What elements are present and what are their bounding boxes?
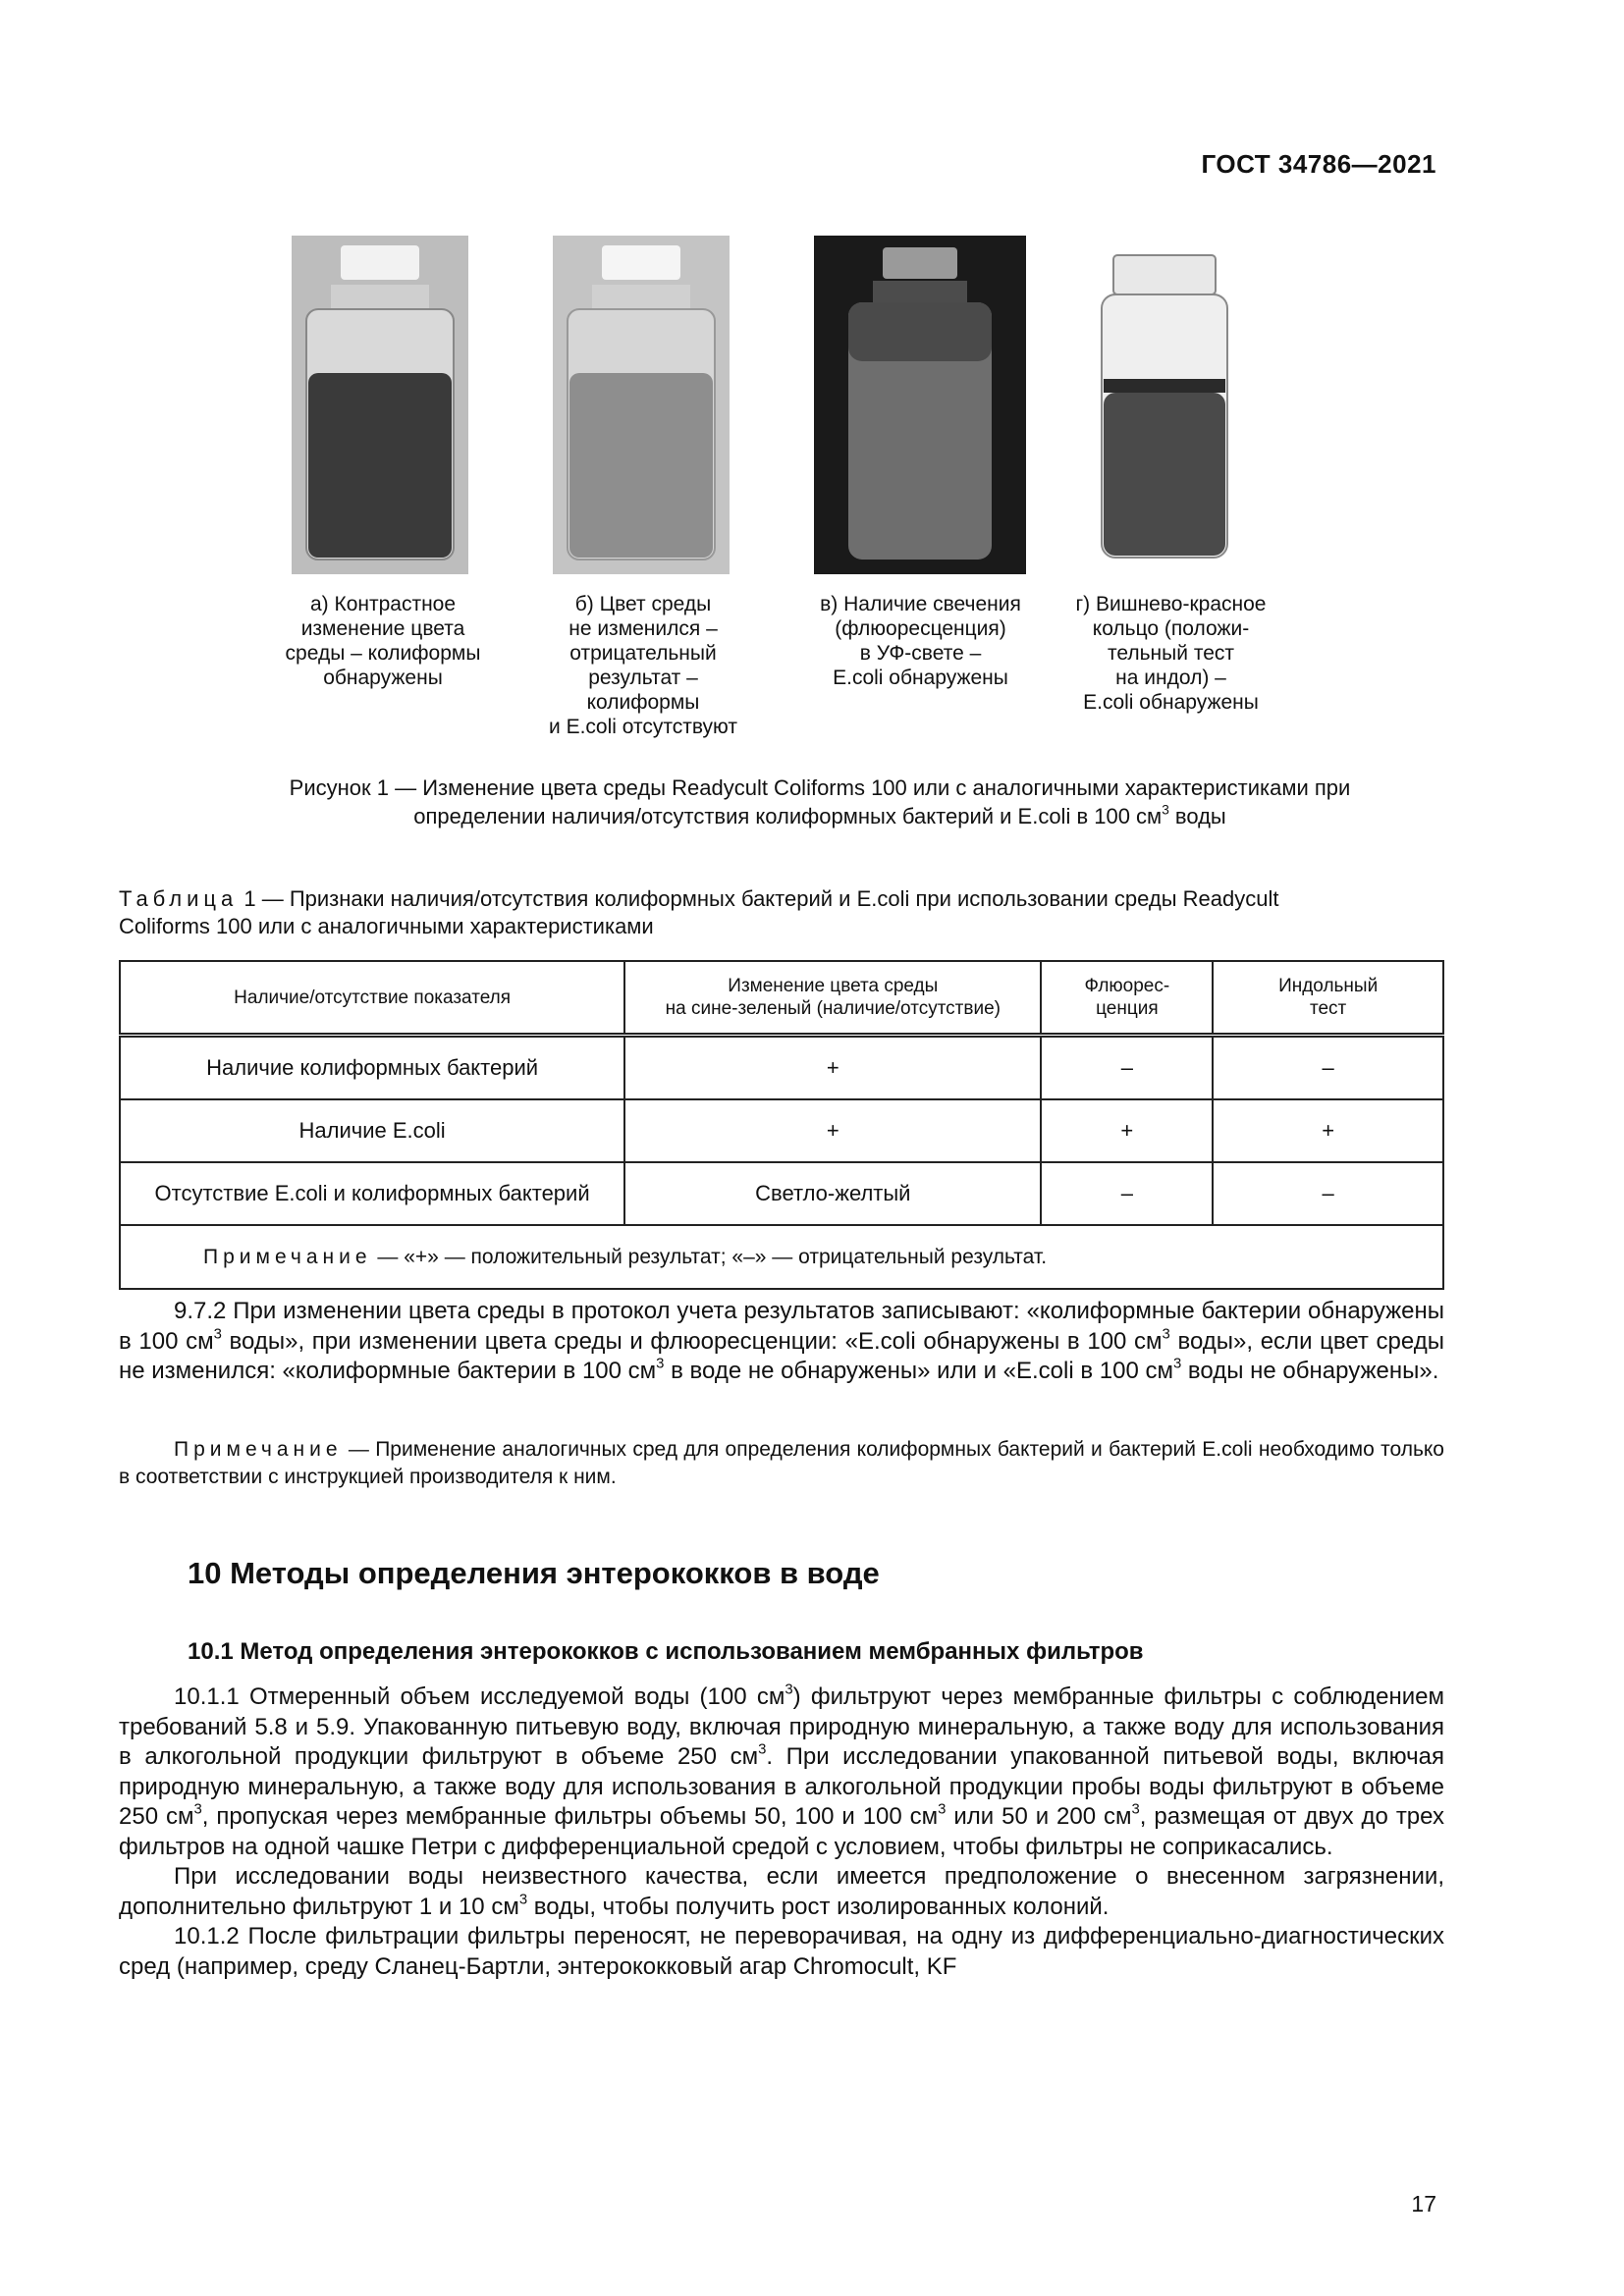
figure-title: Рисунок 1 — Изменение цвета среды Readycult Coliforms 100 или с аналогичными характеристиками при определении наличия/отсутствия колиформных бактерий и E.coli в 100 $см^3$ воды <box>289 775 1351 828</box>
col-header-indole: Индольный тест <box>1213 961 1443 1036</box>
col-header-fluorescence: Флюорес- ценция <box>1041 961 1213 1036</box>
standard-number: ГОСТ 34786—2021 <box>1201 149 1436 179</box>
table-row: Наличие колиформных бактерий + – – <box>120 1036 1443 1100</box>
caption-b: б) Цвет среды не изменился – отрицательный результат – колиформы и E.coli отсутствуют <box>549 593 737 738</box>
table-title: Таблица 1 — Признаки наличия/отсутствия колиформных бактерий и E.coli при использовании среды Readycult Coliforms 100 или с аналогичными характеристиками <box>119 886 1279 938</box>
photo-jar-unchanged <box>553 236 730 574</box>
medium-indole <box>1104 393 1225 556</box>
page-number: 17 <box>1411 2191 1436 2216</box>
medium-light <box>569 373 713 558</box>
table-note: Примечание — «+» — положительный результат; «–» — отрицательный результат. <box>120 1225 1443 1289</box>
paragraph-9-7-2: 9.7.2 При изменении цвета среды в протокол учета результатов записывают: «колиформные бактерии обнаружены в 100 $см^3$ воды», при изменении цвета среды и флюоресценции: «E.coli обнаружены в 100 $см^3$ воды», если цвет среды не изменился: «колиформные бактерии в 100 $см^3$ в воде не обнаружены» или и «E.coli в 100 $см^3$ воды не обнаружены». <box>119 1298 1444 1384</box>
photo-jar-contrast <box>292 236 468 574</box>
table-row: Наличие E.coli + + + <box>120 1099 1443 1162</box>
caption-c: в) Наличие свечения (флюоресценция) в УФ-свете – E.coli обнаружены <box>820 593 1021 689</box>
caption-a: а) Контрастное изменение цвета среды – колиформы обнаружены <box>285 593 481 689</box>
col-header-indicator: Наличие/отсутствие показателя <box>120 961 624 1036</box>
paragraph-10-1-1: 10.1.1 Отмеренный объем исследуемой воды (100 $см^3$) фильтруют через мембранные фильтры с соблюдением требований 5.8 и 5.9. Упакованную питьевую воду, включая природную минеральную, а также воду для использования в алкогольной продукции фильтруют в объеме 250 $см^3$. При исследовании упакованной питьевой воды, включая природную минеральную, а также воду для использования в алкогольной продукции пробы воды фильтруют в объеме 250 $см^3$, пропуская через мембранные фильтры объемы 50, 100 и 100 $см^3$ или 50 и 200 $см^3$, размещая от двух до трех фильтров на одной чашке Петри с дифференциальной средой с условием, чтобы фильтры не соприкасались. При исследовании воды неизвестного качества, если имеется предположение о внесенном загрязнении, дополнительно фильтруют 1 и 10 $см^3$ воды, чтобы получить рост изолированных колоний. 10.1.2 После фильтрации фильтры переносят, не переворачивая, на одну из дифференциально-диагностических сред (например, среду Сланец-Бартли, энтерококковый агар Chromocult, KF <box>119 1682 1444 1980</box>
photo-jar-indole <box>1092 253 1237 561</box>
photo-jar-fluorescence <box>814 236 1026 574</box>
caption-d: г) Вишнево-красное кольцо (положи- тельный тест на индол) – E.coli обнаружены <box>1075 593 1267 714</box>
results-table <box>119 960 1444 1290</box>
section-heading-10: 10 Методы определения энтерококков в воде <box>188 1556 880 1590</box>
table-row: Отсутствие E.coli и колиформных бактерий Светло-желтый – – <box>120 1162 1443 1225</box>
medium-dark <box>308 373 452 558</box>
col-header-color-change: Изменение цвета среды на сине-зеленый (наличие/отсутствие) <box>624 961 1041 1036</box>
note-analog-media: Примечание — Применение аналогичных сред для определения колиформных бактерий и бактерий E.coli необходимо только в соответствии с инструкцией производителя к ним. <box>119 1438 1444 1488</box>
section-heading-10-1: 10.1 Метод определения энтерококков с использованием мембранных фильтров <box>188 1638 1144 1665</box>
